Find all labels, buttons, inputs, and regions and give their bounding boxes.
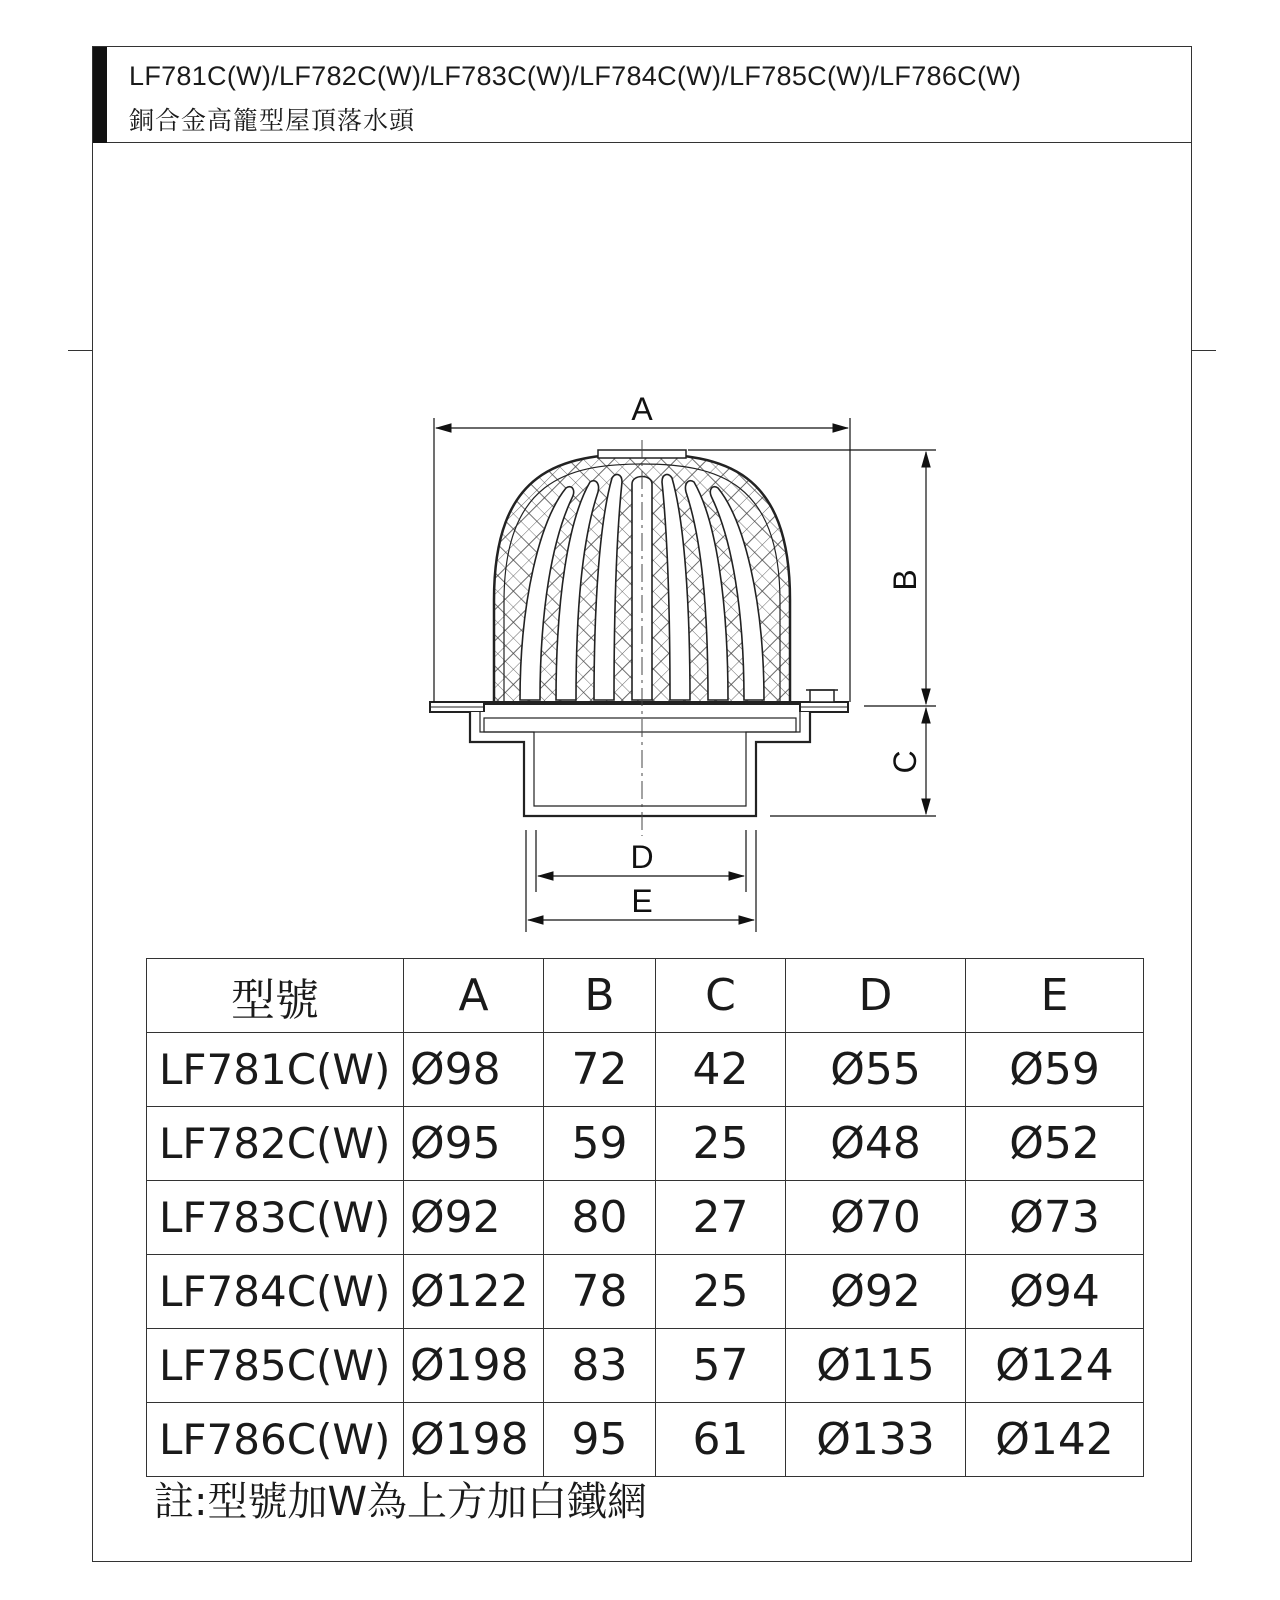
dimension-a-label: A xyxy=(631,391,653,427)
cell-model: LF786C(W) xyxy=(147,1403,404,1477)
cell-e: Ø124 xyxy=(966,1329,1144,1403)
cell-a: Ø122 xyxy=(404,1255,544,1329)
cell-b: 83 xyxy=(544,1329,656,1403)
cell-c: 42 xyxy=(656,1033,786,1107)
cell-model: LF782C(W) xyxy=(147,1107,404,1181)
cell-d: Ø70 xyxy=(786,1181,966,1255)
header-b: B xyxy=(544,959,656,1033)
cell-b: 72 xyxy=(544,1033,656,1107)
footnote: 註:型號加W為上方加白鐵網 xyxy=(154,1479,648,1525)
cell-c: 57 xyxy=(656,1329,786,1403)
cell-a: Ø198 xyxy=(404,1403,544,1477)
cell-b: 95 xyxy=(544,1403,656,1477)
cell-model: LF783C(W) xyxy=(147,1181,404,1255)
cell-d: Ø133 xyxy=(786,1403,966,1477)
cell-model: LF784C(W) xyxy=(147,1255,404,1329)
table-header-row xyxy=(147,959,1144,1033)
cell-c: 61 xyxy=(656,1403,786,1477)
cell-d: Ø55 xyxy=(786,1033,966,1107)
page-subtitle: 銅合金高籠型屋頂落水頭 xyxy=(129,106,416,135)
cell-c: 25 xyxy=(656,1255,786,1329)
header-c: C xyxy=(656,959,786,1033)
dimension-b-label: B xyxy=(887,569,923,591)
header-e: E xyxy=(966,959,1144,1033)
table-row xyxy=(147,1329,1144,1403)
table-row xyxy=(147,1033,1144,1107)
cell-e: Ø142 xyxy=(966,1403,1144,1477)
cell-e: Ø59 xyxy=(966,1033,1144,1107)
header-a: A xyxy=(404,959,544,1033)
cell-e: Ø73 xyxy=(966,1181,1144,1255)
cell-a: Ø95 xyxy=(404,1107,544,1181)
page-title: LF781C(W)/LF782C(W)/LF783C(W)/LF784C(W)/LF785C(W)/LF786C(W) xyxy=(129,61,1022,91)
header-model: 型號 xyxy=(147,959,404,1033)
dimension-d-label: D xyxy=(630,839,654,875)
table-row xyxy=(147,1107,1144,1181)
table-row xyxy=(147,1255,1144,1329)
header-d: D xyxy=(786,959,966,1033)
cell-e: Ø52 xyxy=(966,1107,1144,1181)
cell-d: Ø92 xyxy=(786,1255,966,1329)
cell-a: Ø98 xyxy=(404,1033,544,1107)
cell-a: Ø198 xyxy=(404,1329,544,1403)
cell-c: 25 xyxy=(656,1107,786,1181)
cell-d: Ø48 xyxy=(786,1107,966,1181)
cell-e: Ø94 xyxy=(966,1255,1144,1329)
cell-b: 78 xyxy=(544,1255,656,1329)
cell-a: Ø92 xyxy=(404,1181,544,1255)
cell-b: 80 xyxy=(544,1181,656,1255)
dimension-e-label: E xyxy=(631,883,653,919)
drain-body xyxy=(430,690,848,816)
cell-model: LF781C(W) xyxy=(147,1033,404,1107)
cell-c: 27 xyxy=(656,1181,786,1255)
table-row xyxy=(147,1403,1144,1477)
cell-model: LF785C(W) xyxy=(147,1329,404,1403)
table-row xyxy=(147,1181,1144,1255)
cell-d: Ø115 xyxy=(786,1329,966,1403)
dimension-c-label: C xyxy=(887,750,923,774)
cell-b: 59 xyxy=(544,1107,656,1181)
dimension-table xyxy=(146,958,1144,1477)
